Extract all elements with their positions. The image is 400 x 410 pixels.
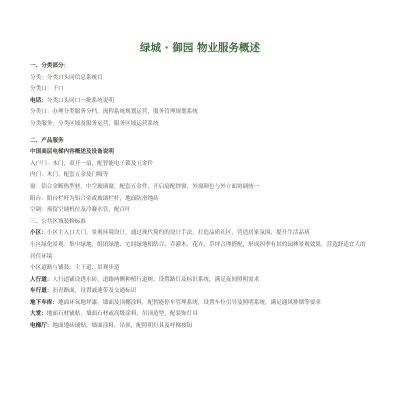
document-line <box>30 298 370 310</box>
line-text: 地面石材铺贴，墙面石材或高级涂料，吊顶造型，配装饰灯具 <box>46 311 198 318</box>
line-key: 小区： <box>30 230 47 237</box>
document-body <box>30 61 370 333</box>
section-heading: 中国高层电梯内容概述及设备说明 <box>30 149 114 156</box>
document-line: 小区绿化景观：集中绿地、组团绿地、宅间绿地相结合，乔灌木、花卉、草坪合理搭配，形成四季有景的园林景观效果，营造舒适宜人的居住环境 <box>30 241 366 260</box>
document-line: 空调：预留空调机位及冷凝水管，配百叶 <box>30 207 131 214</box>
line-text: 沥青路面，设置减速带及交通标识 <box>52 288 137 295</box>
document-line: 分类服务：分类区域及服务运营，服务区域运营系统 <box>30 120 159 127</box>
document-line: 分类口：于口 <box>30 86 64 93</box>
section-heading: 二、产品服务 <box>30 137 64 144</box>
line-key: 电梯厅： <box>30 323 53 330</box>
document-line: 三、公共区域装修标准 <box>30 218 86 225</box>
document-line: 阳台：阳台栏杆为铝合金或玻璃栏杆，地面防滑地砖 <box>30 195 159 202</box>
line-key: 大堂： <box>30 311 47 318</box>
document-line: 内门：木门，配套五金及门吸等 <box>30 172 109 179</box>
line-text: 地面环氧地坪漆，墙面及顶棚涂料，配智能停车管理系统，设置车位引导及照明系统，满足通风排烟等要求 <box>57 299 321 306</box>
line-text: 小区主入口大门，景观环境设计，通过现代简约的设计手法，打造品质社区，营造居家氛围，提升生活品质 <box>46 230 310 237</box>
page-title: 绿城 · 御园 物业服务概述 <box>140 42 260 54</box>
document-line: 分类口：办理分类服务分档，流程系统规划运营，服务管理规划系统 <box>30 109 198 116</box>
document-line: 入户门：木门，双开一扇，配智能电子锁及五金件 <box>30 160 154 167</box>
document-line: 分类：分类口头同信息系统目 <box>30 74 103 81</box>
line-text: 分类口头同口一批系统说明 <box>46 97 114 104</box>
document-line: 窗：铝合金断热型材，中空玻璃窗，配套五金件，开启扇配纱窗，外窗颜色与外立面协调统一 <box>30 183 260 190</box>
document-line: 小区道路与铺装：主干道、景观步道 <box>30 265 120 272</box>
document-line <box>30 286 370 298</box>
document-line <box>30 309 370 321</box>
document-line <box>30 321 370 333</box>
document-line <box>30 275 370 287</box>
line-text: 地面地砖铺贴，墙面涂料，吊顶，配照明灯具及呼梯按钮 <box>52 323 193 330</box>
line-key: 地下车库： <box>30 299 58 306</box>
line-text: 人行道铺设透水砖，道路两侧种植行道树，设置路灯及标识系统，满足夜间照明需求 <box>52 276 260 283</box>
line-key: 车行道： <box>30 288 53 295</box>
line-key: 电话： <box>30 97 47 104</box>
section-heading: 一、分类部分： <box>30 63 70 69</box>
document-line <box>30 228 370 240</box>
line-key: 人行道： <box>30 276 53 283</box>
document-line <box>30 96 370 108</box>
